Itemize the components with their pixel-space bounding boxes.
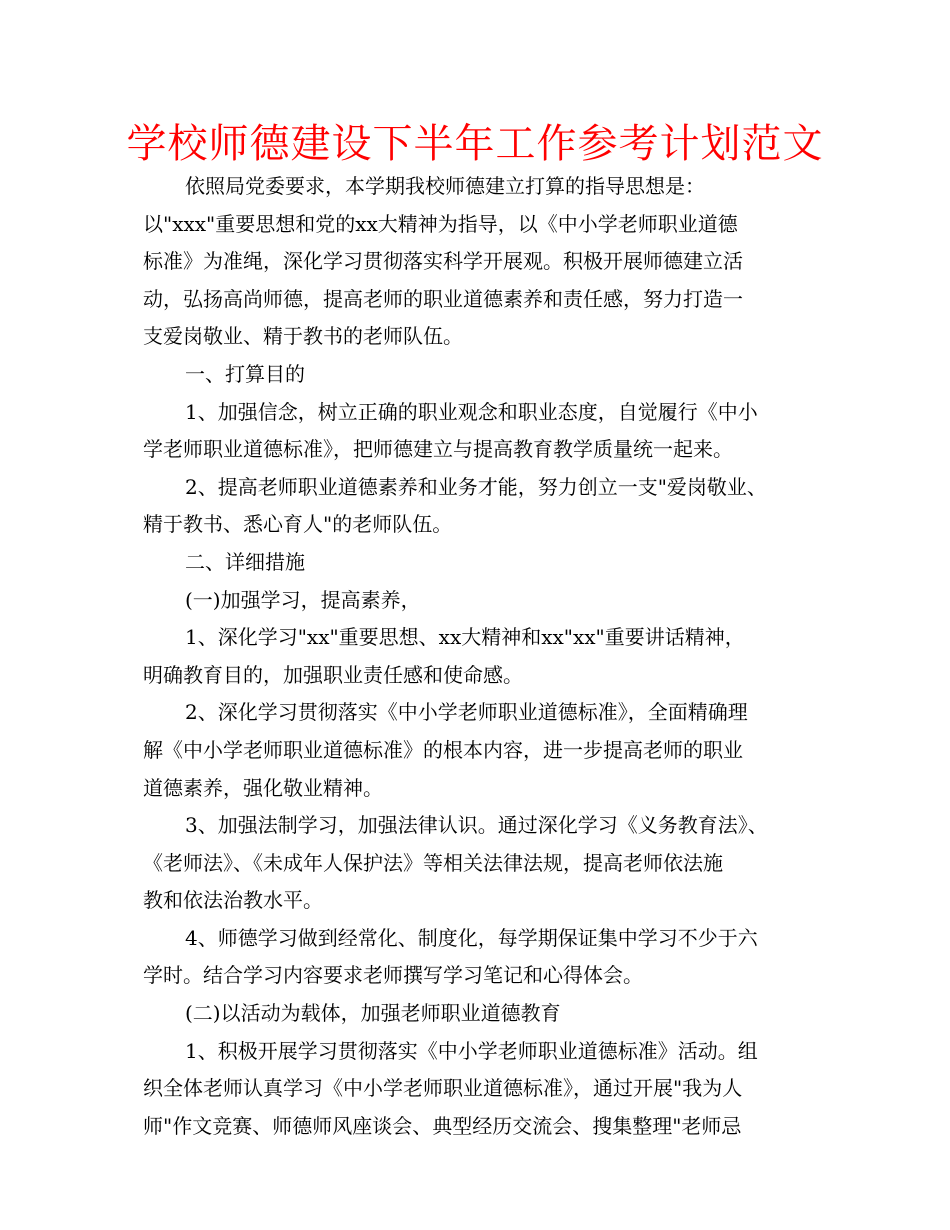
document-body [143, 168, 813, 1145]
paragraph [143, 394, 813, 469]
paragraph [143, 469, 813, 544]
paragraph-line: 1、积极开展学习贯彻落实《中小学老师职业道德标准》活动。组 [185, 1038, 758, 1063]
paragraph-line: 《老师法》、《未成年人保护法》等相关法律法规，提高老师依法施 [143, 850, 723, 875]
paragraph [143, 619, 813, 694]
paragraph-line: 学老师职业道德标准》，把师德建立与提高教育教学质量统一起来。 [143, 437, 733, 462]
paragraph-line: 师"作文竞赛、师德师风座谈会、典型经历交流会、搜集整理"老师忌 [143, 1113, 742, 1138]
paragraph [143, 920, 813, 995]
paragraph-line: 织全体老师认真学习《中小学老师职业道德标准》，通过开展"我为人 [143, 1076, 743, 1101]
paragraph [143, 168, 813, 356]
paragraph-line: 精于教书、悉心育人"的老师队伍。 [143, 512, 453, 537]
paragraph [143, 694, 813, 807]
paragraph-line: 依照局党委要求，本学期我校师德建立打算的指导思想是： [185, 174, 705, 198]
paragraph [143, 995, 813, 1033]
paragraph-line: 标准》为准绳，深化学习贯彻落实科学开展观。积极开展师德建立活 [143, 249, 743, 274]
paragraph [143, 1033, 813, 1146]
paragraph-line: 4、师德学习做到经常化、制度化，每学期保证集中学习不少于六 [185, 925, 758, 950]
paragraph [143, 544, 813, 582]
paragraph-line: (二)以活动为载体，加强老师职业道德教育 [185, 1001, 561, 1026]
paragraph-line: 1、深化学习"xx"重要思想、xx大精神和xx"xx"重要讲话精神， [185, 625, 745, 650]
paragraph-line: 二、详细措施 [185, 549, 305, 574]
paragraph-line: 1、加强信念，树立正确的职业观念和职业态度，自觉履行《中小 [185, 399, 758, 424]
paragraph-line: 3、加强法制学习，加强法律认识。通过深化学习《义务教育法》、 [185, 813, 768, 838]
paragraph-line: 道德素养，强化敬业精神。 [143, 775, 383, 800]
paragraph [143, 582, 813, 620]
paragraph-line: 明确教育目的，加强职业责任感和使命感。 [143, 662, 523, 687]
document-title: 学校师德建设下半年工作参考计划范文 [126, 121, 824, 167]
paragraph-line: 学时。结合学习内容要求老师撰写学习笔记和心得体会。 [143, 963, 643, 988]
paragraph-line: 2、提高老师职业道德素养和业务才能，努力创立一支"爱岗敬业、 [185, 474, 767, 499]
paragraph [143, 356, 813, 394]
paragraph [143, 807, 813, 920]
paragraph-line: 教和依法治教水平。 [143, 888, 323, 913]
paragraph-line: 2、深化学习贯彻落实《中小学老师职业道德标准》，全面精确理 [185, 700, 748, 725]
paragraph-line: 支爱岗敬业、精于教书的老师队伍。 [143, 324, 463, 349]
paragraph-line: (一)加强学习，提高素养， [185, 587, 421, 612]
paragraph-line: 以"xxx"重要思想和党的xx大精神为指导，以《中小学老师职业道德 [143, 211, 738, 236]
paragraph-line: 解《中小学老师职业道德标准》的根本内容，进一步提高老师的职业 [143, 737, 743, 762]
paragraph-line: 一、打算目的 [185, 361, 305, 386]
paragraph-line: 动，弘扬高尚师德，提高老师的职业道德素养和责任感，努力打造一 [143, 286, 743, 311]
